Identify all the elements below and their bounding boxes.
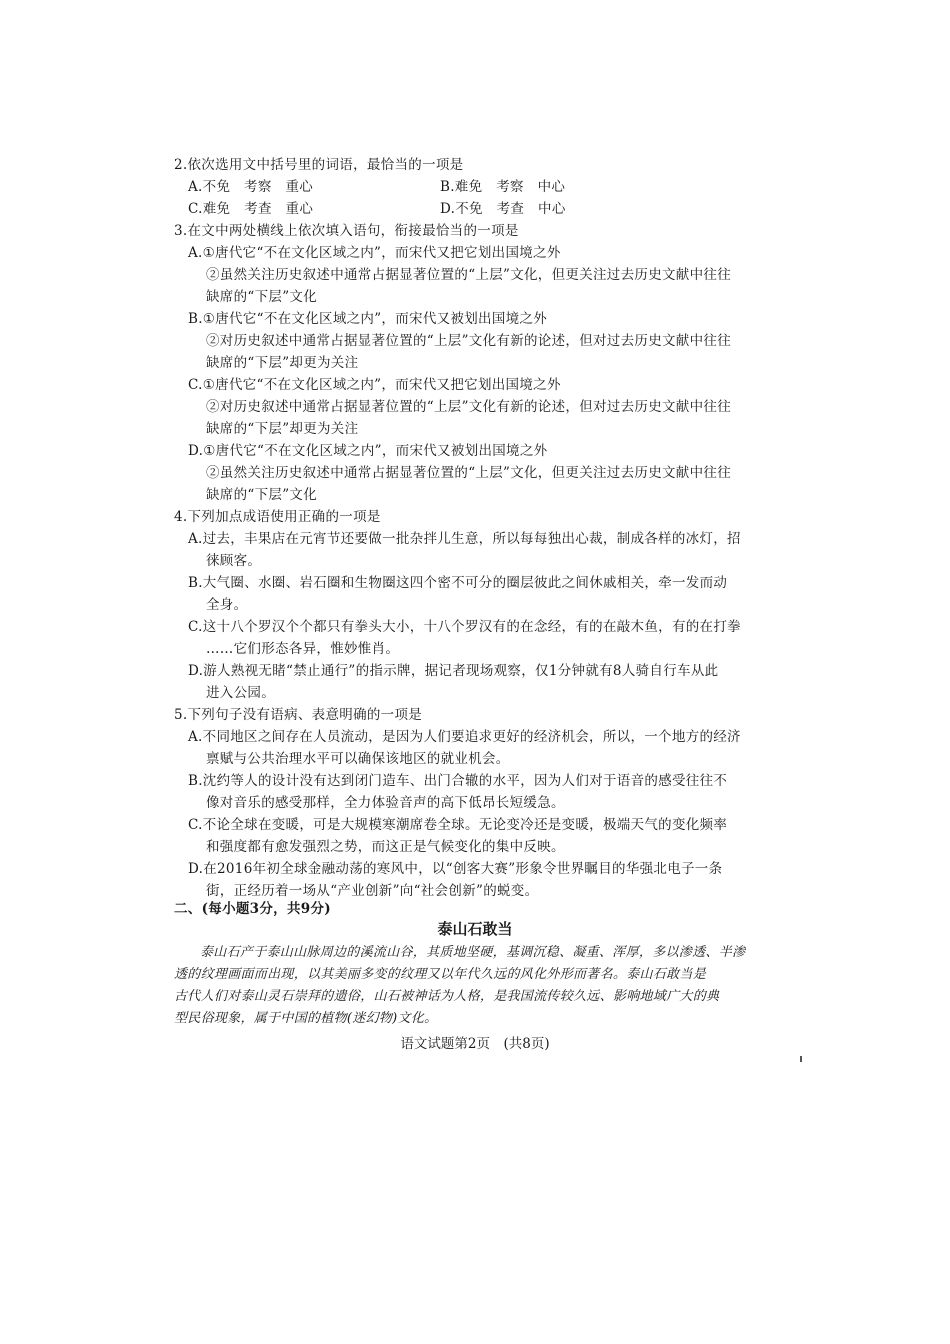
q5-option-c-line1: C.不论全球在变暖，可是大规模寒潮席卷全球。无论变冷还是变暖，极端天气的变化频率	[188, 817, 728, 833]
q3-option-d-line2: ②虽然关注历史叙述中通常占据显著位置的“上层”文化，但更关注过去历史文献中往往	[206, 465, 732, 481]
q3-option-a-line2: ②虽然关注历史叙述中通常占据显著位置的“上层”文化，但更关注过去历史文献中往往	[206, 267, 732, 283]
q5-stem: 5.下列句子没有语病、表意明确的一项是	[174, 707, 423, 723]
q5-option-b-line2: 像对音乐的感受那样，全力体验音声的高下低昂长短缓急。	[206, 795, 565, 811]
q3-option-c-line3: 缺席的“下层”却更为关注	[206, 421, 359, 437]
q3-option-c-line2: ②对历史叙述中通常占据显著位置的“上层”文化有新的论述，但对过去历史文献中往往	[206, 399, 732, 415]
q4-option-d-line1: D.游人熟视无睹“禁止通行”的指示牌，据记者现场观察，仅1分钟就有8人骑自行车从此	[188, 663, 719, 679]
q4-option-b-line2: 全身。	[206, 597, 248, 613]
scan-mark	[800, 1056, 802, 1062]
q4-option-d-line2: 进入公园。	[206, 685, 275, 701]
section-heading: 二、(每小题3分，共9分)	[174, 901, 331, 917]
q5-option-d-line1: D.在2016年初全球金融动荡的寒风中，以“创客大赛”形象令世界瞩目的华强北电子一条	[188, 861, 723, 877]
q4-option-a-line2: 徕顾客。	[206, 553, 262, 569]
q4-option-a-line1: A.过去，丰果店在元宵节还要做一批杂拌儿生意，所以每每独出心裁，制成各样的冰灯，招	[188, 531, 741, 547]
q3-option-b-line2: ②对历史叙述中通常占据显著位置的“上层”文化有新的论述，但对过去历史文献中往往	[206, 333, 732, 349]
q3-option-d-line3: 缺席的“下层”文化	[206, 487, 318, 503]
q2-option-b: B.难免 考察 中心	[440, 179, 566, 195]
page-footer: 语文试题第2页 (共8页)	[400, 1036, 550, 1052]
q2-stem: 2.依次选用文中括号里的词语，最恰当的一项是	[174, 157, 464, 173]
q3-option-a-line3: 缺席的“下层”文化	[206, 289, 318, 305]
q5-option-d-line2: 街，正经历着一场从“产业创新”向“社会创新”的蜕变。	[206, 883, 539, 899]
article-line-4: 型民俗现象，属于中国的植物(迷幻物)文化。	[174, 1011, 438, 1026]
q2-option-a: A.不免 考察 重心	[188, 179, 314, 195]
q3-option-a-line1: A.①唐代它“不在文化区域之内”，而宋代又把它划出国境之外	[188, 245, 561, 261]
q3-option-c-line1: C.①唐代它“不在文化区域之内”，而宋代又把它划出国境之外	[188, 377, 561, 393]
q5-option-a-line2: 禀赋与公共治理水平可以确保该地区的就业机会。	[206, 751, 510, 767]
article-line-3: 古代人们对泰山灵石崇拜的遗俗，山石被神话为人格，是我国流传较久远、影响地域广大的典	[174, 989, 720, 1004]
q4-option-b-line1: B.大气圈、水圈、岩石圈和生物圈这四个密不可分的圈层彼此之间休戚相关，牵一发而动	[188, 575, 728, 591]
q3-option-d-line1: D.①唐代它“不在文化区域之内”，而宋代又被划出国境之外	[188, 443, 548, 459]
q5-option-b-line1: B.沈约等人的设计没有达到闭门造车、出门合辙的水平，因为人们对于语音的感受往往不	[188, 773, 728, 789]
q4-option-c-line2: ……它们形态各异，惟妙惟肖。	[206, 641, 400, 657]
article-line-1: 泰山石产于泰山山脉周边的溪流山谷，其质地坚硬，基调沉稳、凝重、浑厚，多以渗透、半渗	[200, 945, 746, 960]
article-line-2: 透的纹理画面而出现，以其美丽多变的纹理又以年代久远的风化外形而著名。泰山石敢当是	[174, 967, 707, 982]
q3-option-b-line1: B.①唐代它“不在文化区域之内”，而宋代又被划出国境之外	[188, 311, 548, 327]
q2-option-c: C.难免 考查 重心	[188, 201, 314, 217]
q5-option-c-line2: 和强度都有愈发强烈之势，而这正是气候变化的集中反映。	[206, 839, 565, 855]
q4-option-c-line1: C.这十八个罗汉个个都只有拳头大小，十八个罗汉有的在念经，有的在敲木鱼，有的在打拳	[188, 619, 741, 635]
q2-option-d: D.不免 考查 中心	[440, 201, 566, 217]
q3-option-b-line3: 缺席的“下层”却更为关注	[206, 355, 359, 371]
article-title: 泰山石敢当	[437, 920, 513, 938]
q3-stem: 3.在文中两处横线上依次填入语句，衔接最恰当的一项是	[174, 223, 519, 239]
q4-stem: 4.下列加点成语使用正确的一项是	[174, 509, 381, 525]
q5-option-a-line1: A.不同地区之间存在人员流动，是因为人们要追求更好的经济机会，所以，一个地方的经济	[188, 729, 741, 745]
